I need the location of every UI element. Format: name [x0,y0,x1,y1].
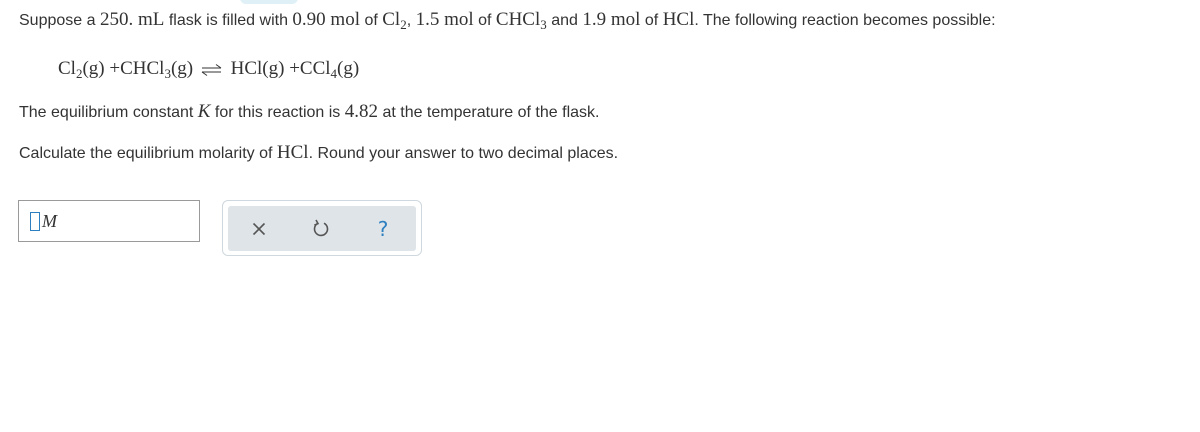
hcl-amount: 1.9 mol [582,9,641,30]
k-symbol: K [197,101,211,122]
question-icon: ? [377,216,389,241]
chcl3-formula: CHCl$_3$ [495,9,547,32]
product-ccl4: CCl$_4$ [299,58,338,81]
product-hcl: HCl [230,58,263,79]
answer-unit: M [42,210,57,231]
flask-volume: 250. mL [99,9,165,30]
question-prompt [19,142,618,164]
answer-tools-bar [228,206,416,251]
top-tab-hint [240,0,298,4]
plus-sign: + [109,58,121,79]
problem-intro: Suppose a [19,12,96,29]
k-text: for this reaction is [214,104,341,121]
chcl3-amount: 1.5 mol [415,9,474,30]
answer-input[interactable] [18,200,200,242]
problem-text: of [364,12,378,29]
k-text: at the temperature of the flask. [382,104,600,121]
state-label: (g) [82,58,105,79]
state-label: (g) [337,58,360,79]
cl2-amount: 0.90 mol [292,9,360,30]
problem-text: flask is filled with [168,12,288,29]
equilibrium-constant-statement [19,101,599,123]
plus-sign: + [289,58,300,79]
undo-button[interactable] [290,206,352,251]
question-species: HCl [276,142,309,163]
equilibrium-arrow-icon [201,64,223,76]
help-button[interactable] [352,206,414,251]
cl2-formula: $Cl_2$ [382,9,407,32]
reactant-chcl3: CHCl$_3$ [120,58,171,81]
state-label: (g) [170,58,194,79]
problem-statement [19,9,996,31]
undo-icon [312,219,330,239]
problem-text: of [478,12,492,29]
x-icon [252,222,266,236]
state-label: (g) [262,58,285,79]
hcl-formula: HCl [662,9,695,30]
question-text: . Round your answer to two decimal places. [308,145,619,162]
problem-text: and [551,12,578,29]
clear-button[interactable] [228,206,290,251]
answer-tools-panel [222,200,422,256]
comma: , [406,12,412,29]
problem-outro: . The following reaction becomes possible: [694,12,996,29]
reaction-equation [58,58,359,80]
question-text: Calculate the equilibrium molarity of [19,145,273,162]
input-cursor-box[interactable] [30,212,40,231]
k-value: 4.82 [344,101,378,122]
k-text: The equilibrium constant [19,104,194,121]
reactant-cl2: $Cl_2$ [58,58,83,81]
problem-text: of [644,12,659,29]
